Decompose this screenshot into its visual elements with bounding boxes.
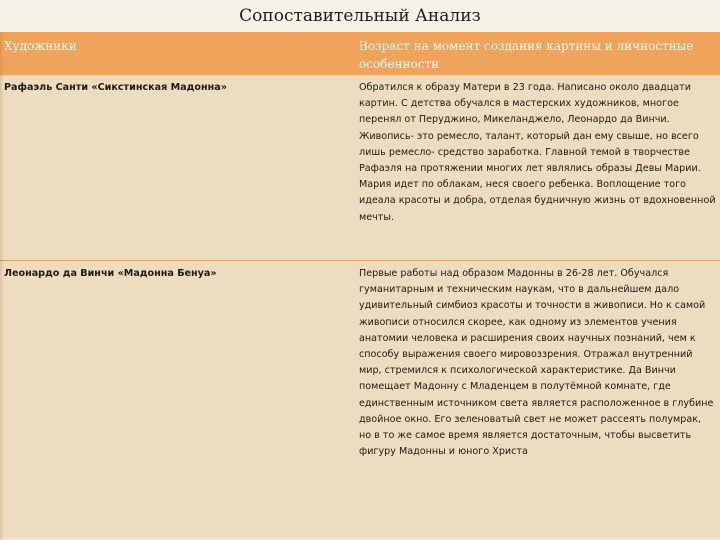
header-age-and-traits: Возраст на момент создания картины и личностные особенности [355, 32, 720, 75]
table-row [0, 261, 720, 539]
table-left-shadow [0, 32, 4, 540]
header-artists: Художники [0, 32, 355, 75]
artist-cell: Леонардо да Винчи «Мадонна Бенуа» [0, 261, 355, 539]
comparison-table [0, 32, 720, 538]
artist-cell: Рафаэль Санти «Сикстинская Мадонна» [0, 75, 355, 261]
table-row [0, 75, 720, 261]
description-cell: Первые работы над образом Мадонны в 26-28 лет. Обучался гуманитарным и техническим наукам, что в дальнейшем дало удивительный симбиоз красоты и точности в живописи. Но к самой живописи относился скорее, как одному из элементов учения анатомии человека и расширения своих научных познаний, чем к способу выражения своего мировоззрения. Отражал внутренний мир, стремился к психологической характеристике. Да Винчи помещает Мадонну с Младенцем в полутёмной комнате, где единственным источником света является расположенное в глубине двойное окно. Его зеленоватый свет не может рассеять полумрак, но в то же самое время является достаточным, чтобы высветить фигуру Мадонны и юного Христа [355, 261, 720, 539]
description-cell: Обратился к образу Матери в 23 года. Написано около двадцати картин. С детства обучался в мастерских художников, многое перенял от Перуджино, Микеланджело, Леонардо да Винчи. Живопись- это ремесло, талант, который дан ему свыше, но всего лишь ремесло- средство заработка. Главной темой в творчестве Рафаэля на протяжении многих лет являлись образы Девы Марии. Мария идет по облакам, неся своего ребенка. Воплощение того идеала красоты и добра, отделая будничную жизнь от вдохновенной мечты. [355, 75, 720, 261]
table-header-row [0, 32, 720, 75]
slide-title: Сопоставительный Анализ [239, 6, 481, 26]
